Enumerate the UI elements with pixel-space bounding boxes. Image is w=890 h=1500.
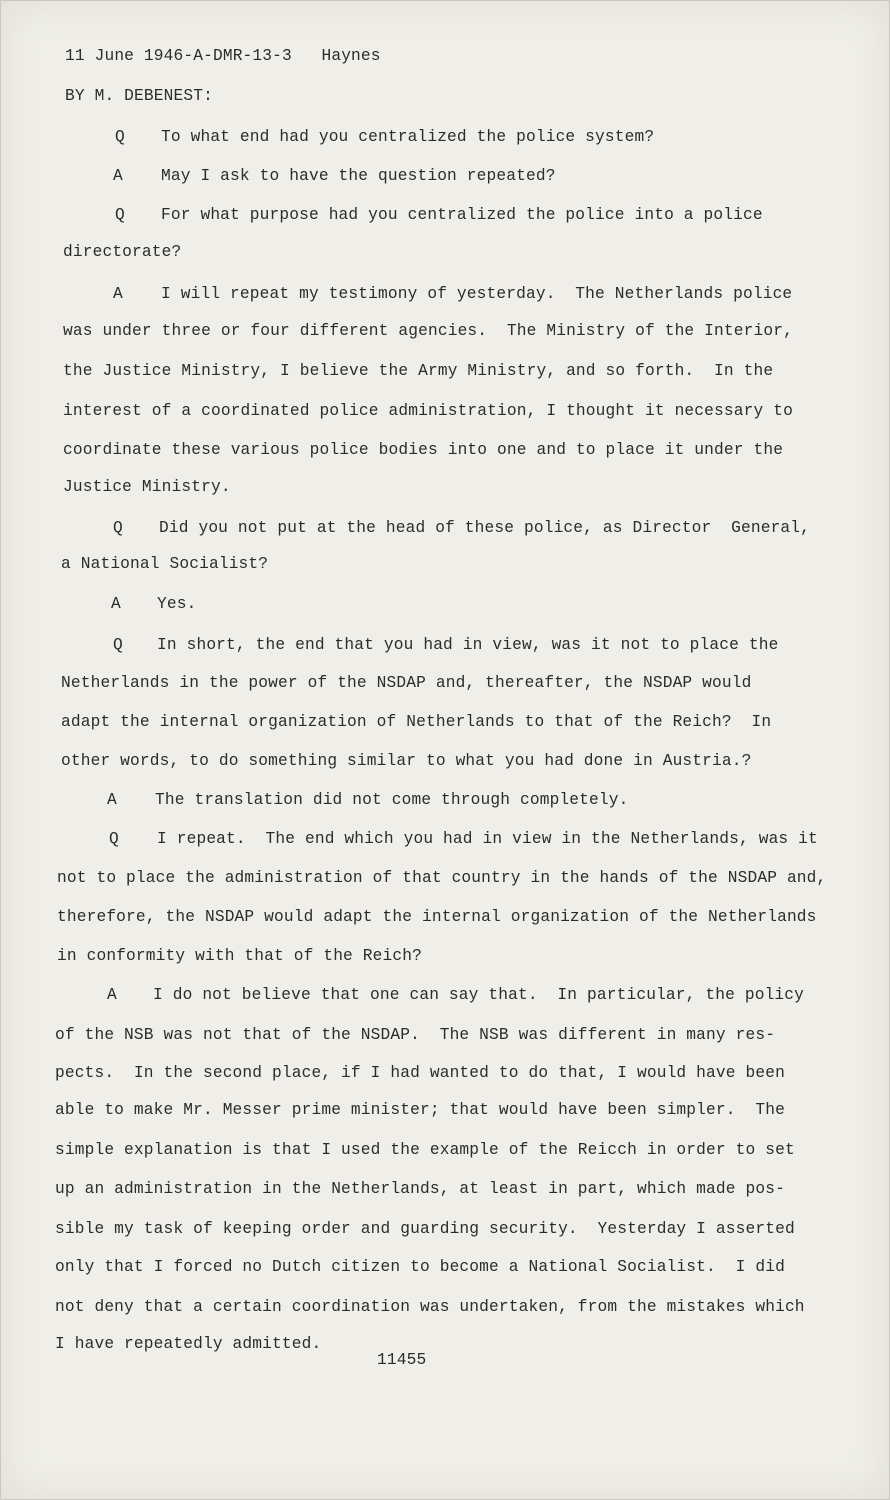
answer-text-line: coordinate these various police bodies into one and to place it under the: [63, 441, 784, 459]
answer-text-line: I have repeatedly admitted.: [55, 1335, 322, 1353]
question-label: Q: [109, 830, 119, 848]
question-text-line: Did you not put at the head of these police, as Director General,: [159, 519, 811, 537]
answer-text-line: the Justice Ministry, I believe the Army Ministry, and so forth. In the: [63, 362, 774, 380]
answer-label: A: [111, 595, 121, 613]
answer-text-line: Yes.: [157, 595, 197, 613]
examiner-heading: BY M. DEBENEST:: [65, 87, 213, 105]
question-text-line: Netherlands in the power of the NSDAP and, thereafter, the NSDAP would: [61, 674, 752, 692]
header-reference-line: 11 June 1946-A-DMR-13-3 Haynes: [65, 47, 381, 65]
answer-text-line: interest of a coordinated police administration, I thought it necessary to: [63, 402, 793, 420]
question-text-line: To what end had you centralized the police system?: [161, 128, 655, 146]
question-label: Q: [113, 636, 123, 654]
answer-text-line: only that I forced no Dutch citizen to become a National Socialist. I did: [55, 1258, 785, 1276]
answer-text-line: May I ask to have the question repeated?: [161, 167, 556, 185]
question-text-line: In short, the end that you had in view, was it not to place the: [157, 636, 779, 654]
question-label: Q: [113, 519, 123, 537]
answer-text-line: Justice Ministry.: [63, 478, 231, 496]
question-text-line: in conformity with that of the Reich?: [57, 947, 422, 965]
answer-text-line: I will repeat my testimony of yesterday. The Netherlands police: [161, 285, 793, 303]
answer-text-line: The translation did not come through completely.: [155, 791, 629, 809]
page-number: 11455: [377, 1351, 427, 1369]
answer-text-line: simple explanation is that I used the example of the Reicch in order to set: [55, 1141, 795, 1159]
answer-text-line: of the NSB was not that of the NSDAP. The NSB was different in many res-: [55, 1026, 776, 1044]
answer-label: A: [107, 986, 117, 1004]
question-text-line: adapt the internal organization of Netherlands to that of the Reich? In: [61, 713, 772, 731]
question-label: Q: [115, 206, 125, 224]
answer-text-line: up an administration in the Netherlands, at least in part, which made pos-: [55, 1180, 785, 1198]
question-text-line: directorate?: [63, 243, 182, 261]
answer-label: A: [113, 285, 123, 303]
question-label: Q: [115, 128, 125, 146]
answer-text-line: not deny that a certain coordination was undertaken, from the mistakes which: [55, 1298, 805, 1316]
question-text-line: other words, to do something similar to what you had done in Austria.?: [61, 752, 752, 770]
question-text-line: For what purpose had you centralized the police into a police: [161, 206, 763, 224]
answer-text-line: able to make Mr. Messer prime minister; that would have been simpler. The: [55, 1101, 785, 1119]
answer-text-line: sible my task of keeping order and guarding security. Yesterday I asserted: [55, 1220, 795, 1238]
answer-text-line: I do not believe that one can say that. In particular, the policy: [153, 986, 805, 1004]
question-text-line: a National Socialist?: [61, 555, 269, 573]
answer-text-line: pects. In the second place, if I had wanted to do that, I would have been: [55, 1064, 785, 1082]
answer-label: A: [113, 167, 123, 185]
question-text-line: therefore, the NSDAP would adapt the internal organization of the Netherlands: [57, 908, 817, 926]
question-text-line: I repeat. The end which you had in view in the Netherlands, was it: [157, 830, 818, 848]
question-text-line: not to place the administration of that country in the hands of the NSDAP and,: [57, 869, 827, 887]
answer-text-line: was under three or four different agencies. The Ministry of the Interior,: [63, 322, 793, 340]
answer-label: A: [107, 791, 117, 809]
